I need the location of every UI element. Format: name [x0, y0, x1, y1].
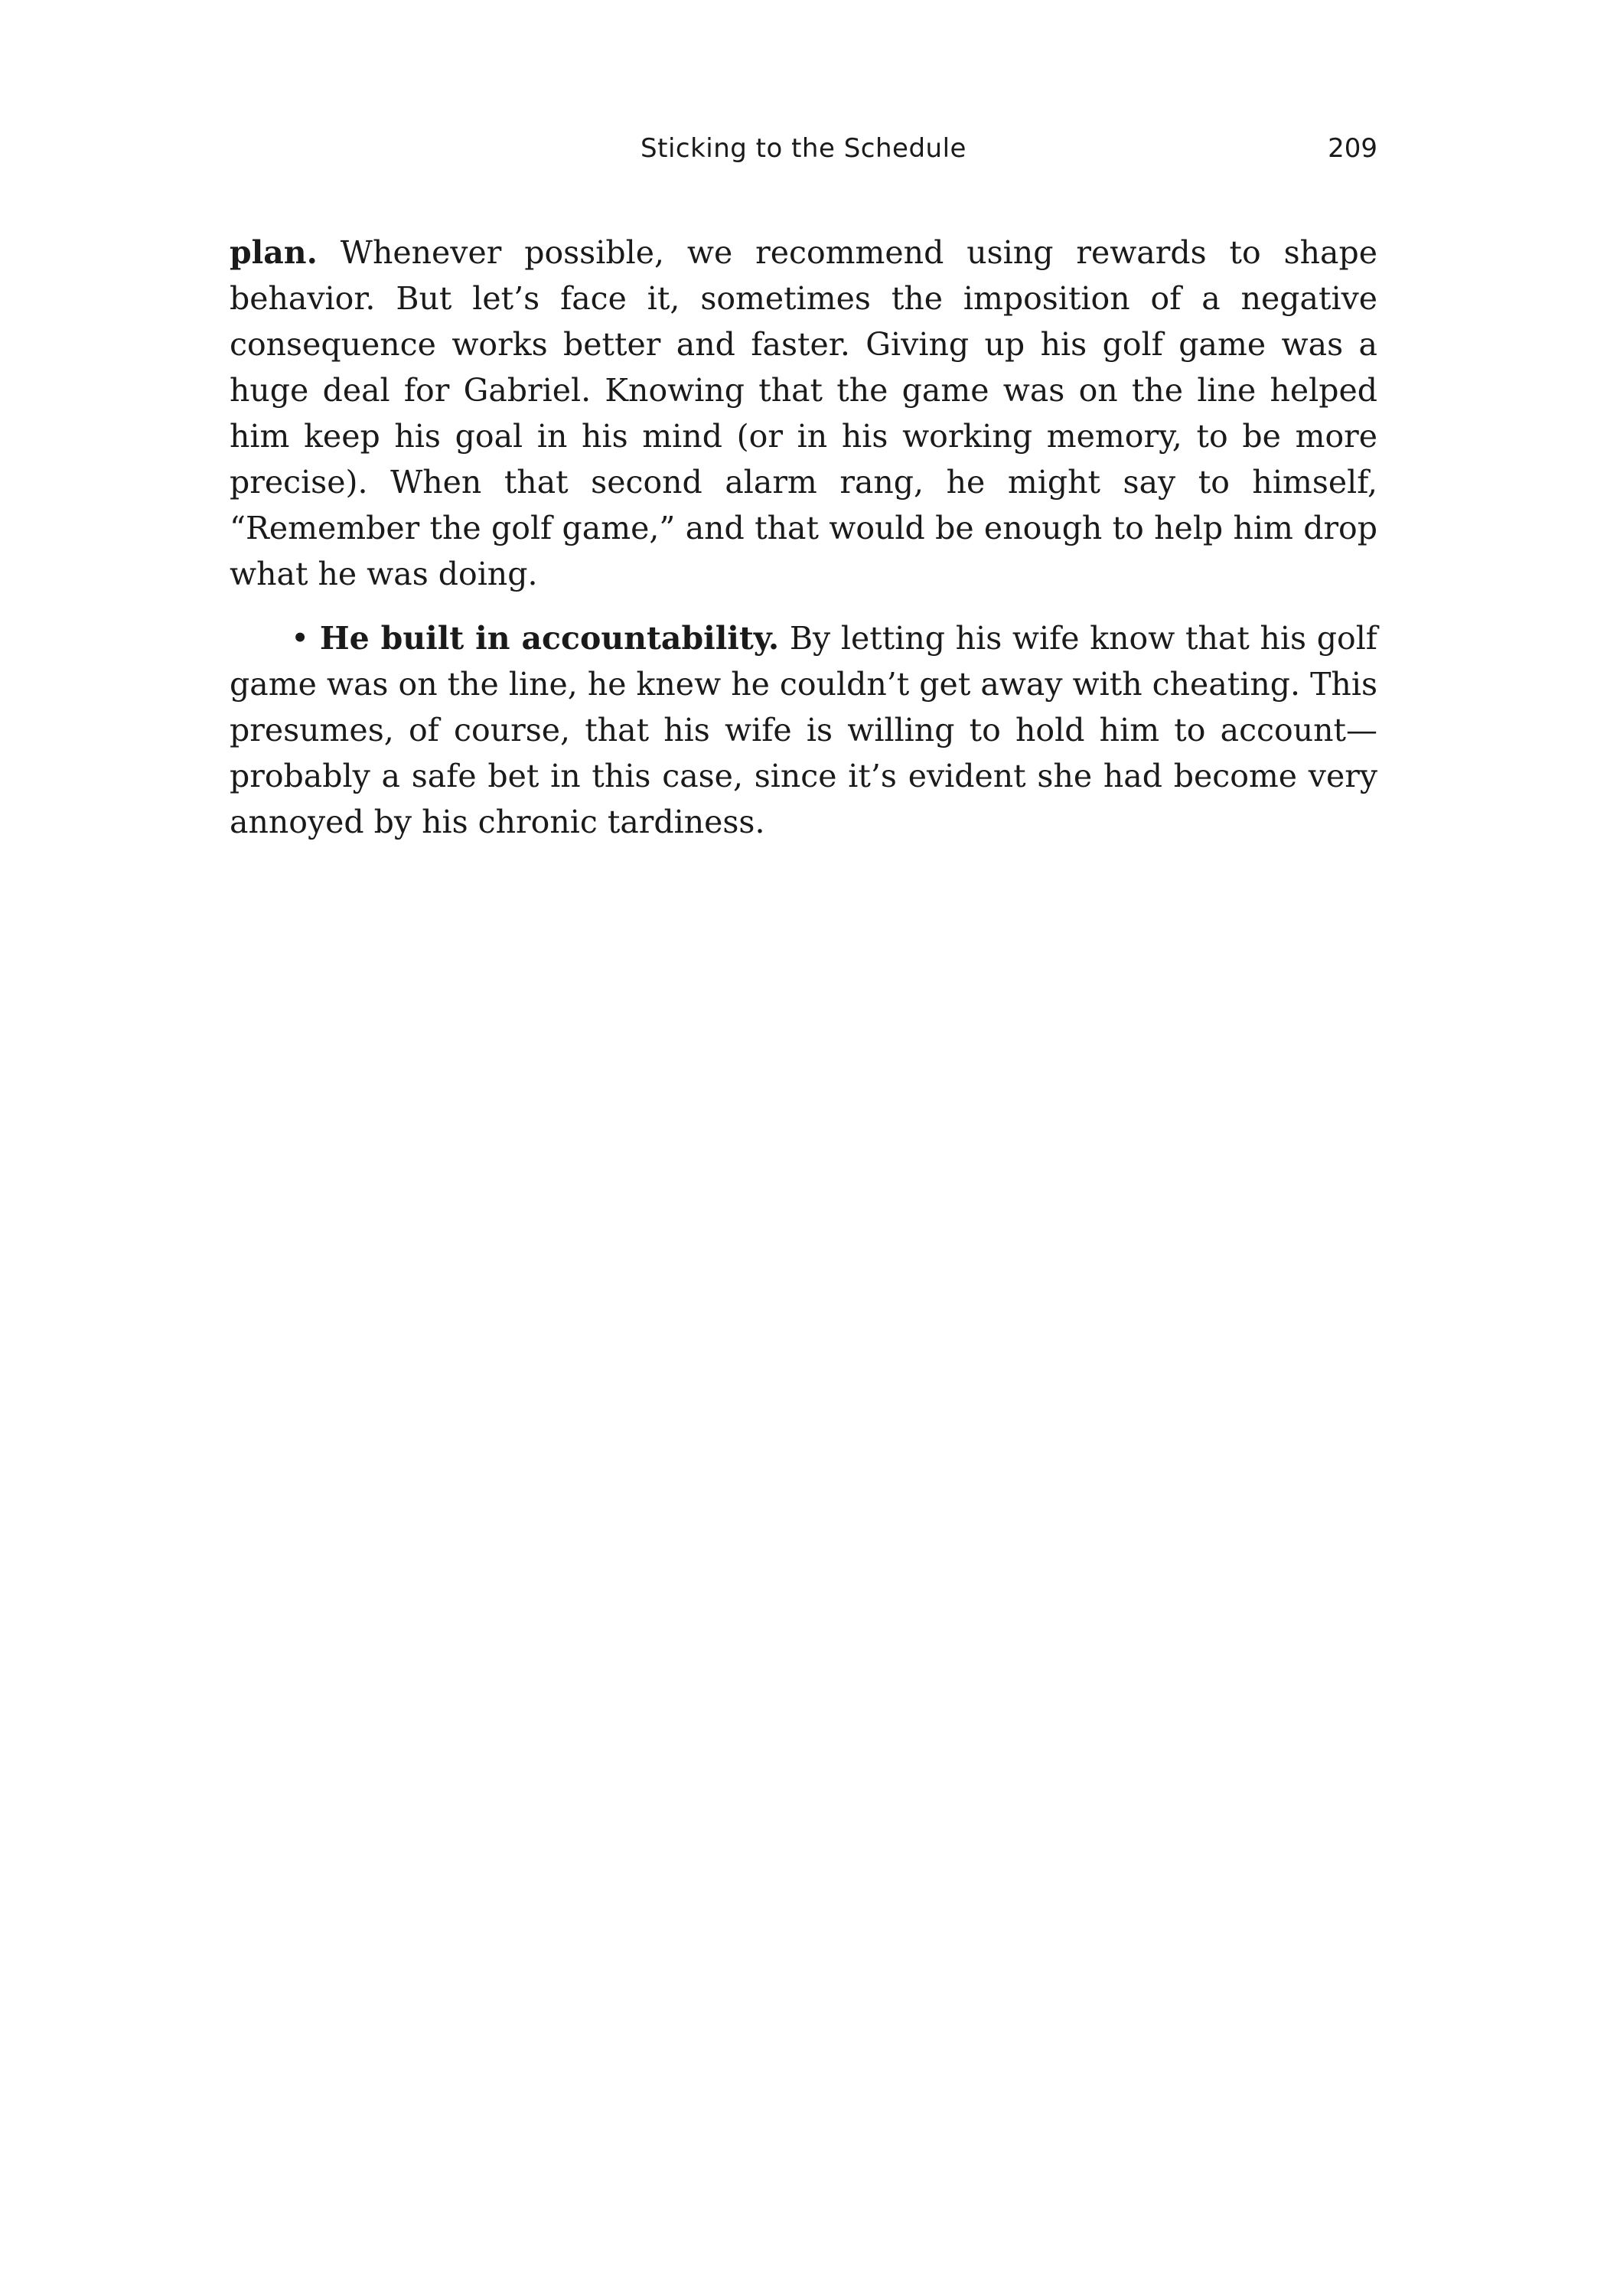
- paragraph-lead-bold: plan.: [230, 234, 318, 271]
- bullet-paragraph-accountability: [230, 615, 1377, 845]
- paragraph-text: Whenever possible, we recommend using rewards to shape behavior. But let’s face it, sometimes the imposition of a negative consequence works better and faster. Giving up his golf game was a huge deal for Gabriel. Knowing that the game was on the line helped him keep his goal in his mind (or in his working memory, to be more precise). When that second alarm rang, he might say to himself, “Remember the golf game,” and that would be enough to help him drop what he was doing.: [230, 234, 1377, 592]
- bullet-lead-bold: He built in accountability.: [319, 620, 780, 657]
- bullet-paragraph-text: By letting his wife know that his golf game was on the line, he knew he couldn’t get away with cheating. This presumes, of course, that his wife is willing to hold him to account—probably a safe bet in this case, since it’s evident she had become very annoyed by his chronic tardiness.: [230, 620, 1377, 840]
- bullet-icon: •: [291, 620, 310, 657]
- running-head: [230, 129, 1377, 182]
- page-number: 209: [1328, 133, 1377, 164]
- paragraph-continuation: [230, 230, 1377, 597]
- body-text: [230, 230, 1377, 845]
- running-head-title: Sticking to the Schedule: [641, 133, 966, 164]
